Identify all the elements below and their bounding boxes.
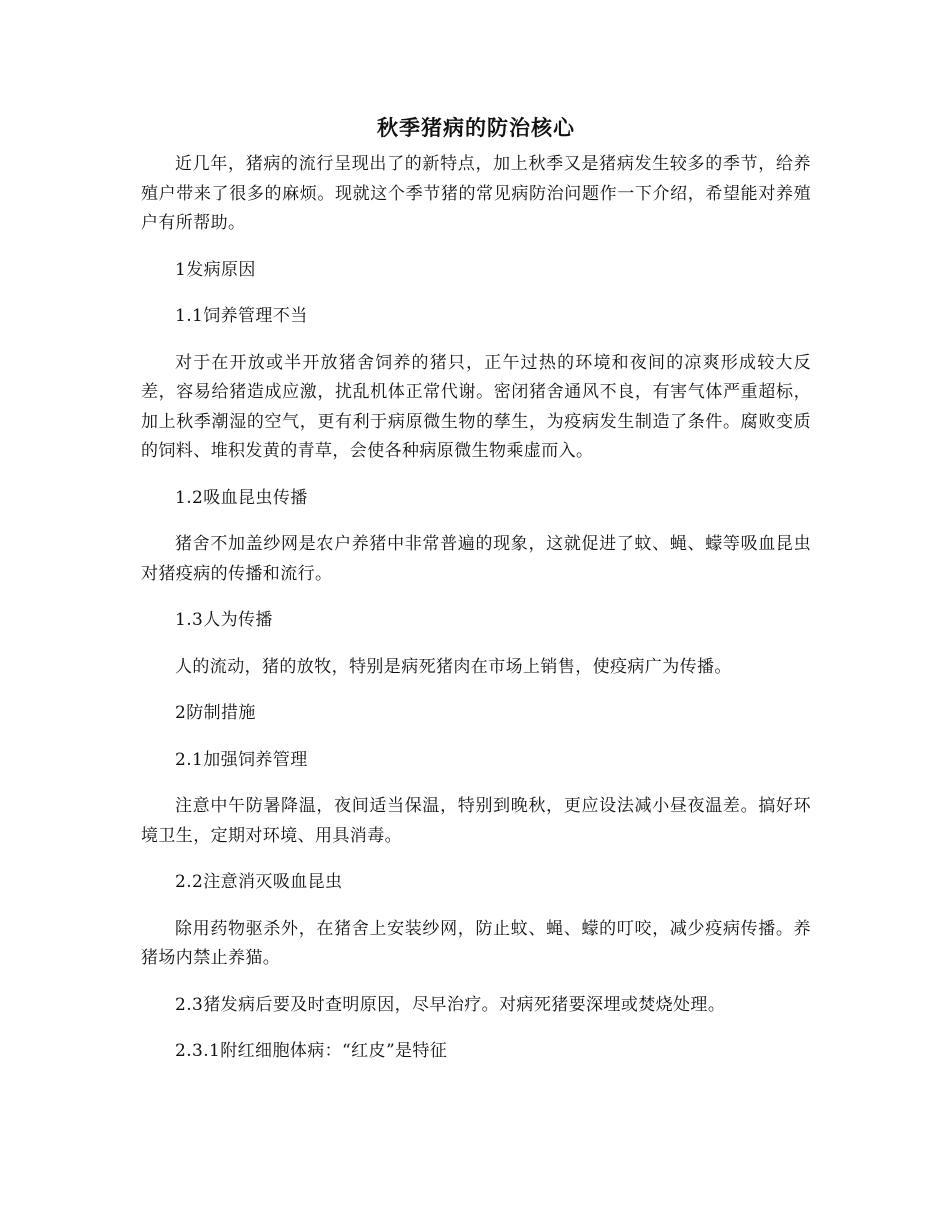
subsection-heading-1-3: 1.3人为传播 <box>175 610 273 630</box>
subsection-heading-1-1: 1.1饲养管理不当 <box>175 306 308 326</box>
paragraph-1-3: 人的流动，猪的放牧，特别是病死猪肉在市场上销售，使疫病广为传播。 <box>175 656 732 677</box>
document-page <box>141 112 811 1084</box>
subsection-heading-1-2: 1.2吸血昆虫传播 <box>175 487 308 508</box>
intro-paragraph: 近几年，猪病的流行呈现出了的新特点，加上秋季又是猪病发生较多的季节，给养殖户带来了很多的麻烦。现就这个季节猪的常见病防治问题作一下介绍，希望能对养殖户有所帮助。 <box>141 154 811 233</box>
paragraph-2-2: 除用药物驱杀外，在猪舍上安装纱网，防止蚊、蝇、蠓的叮咬，减少疫病传播。养猪场内禁止养猫。 <box>141 918 811 968</box>
section-heading-1: 1发病原因 <box>175 259 256 280</box>
paragraph-2-1: 注意中午防暑降温，夜间适当保温，特别到晚秋，更应设法减小昼夜温差。搞好环境卫生，定期对环境、用具消毒。 <box>141 796 811 846</box>
subsection-heading-2-2: 2.2注意消灭吸血昆虫 <box>175 872 343 892</box>
paragraph-1-2: 猪舍不加盖纱网是农户养猪中非常普遍的现象，这就促进了蚊、蝇、蠓等吸血昆虫对猪疫病的传播和流行。 <box>141 534 811 584</box>
subsection-heading-2-3: 2.3猪发病后要及时查明原因，尽早治疗。对病死猪要深埋或焚烧处理。 <box>175 994 726 1015</box>
subsection-heading-2-1: 2.1加强饲养管理 <box>175 749 308 770</box>
document-title: 秋季猪病的防治核心 <box>377 115 575 140</box>
subsection-heading-2-3-1: 2.3.1附红细胞体病：“红皮”是特征 <box>175 1041 448 1061</box>
paragraph-1-1: 对于在开放或半开放猪舍饲养的猪只，正午过热的环境和夜间的凉爽形成较大反差，容易给猪造成应激，扰乱机体正常代谢。密闭猪舍通风不良，有害气体严重超标，加上秋季潮湿的空气，更有利于病原微生物的孳生，为疫病发生制造了条件。腐败变质的饲料、堆积发黄的青草，会使各种病原微生物乘虚而入。 <box>141 352 811 461</box>
section-heading-2: 2防制措施 <box>175 703 256 723</box>
